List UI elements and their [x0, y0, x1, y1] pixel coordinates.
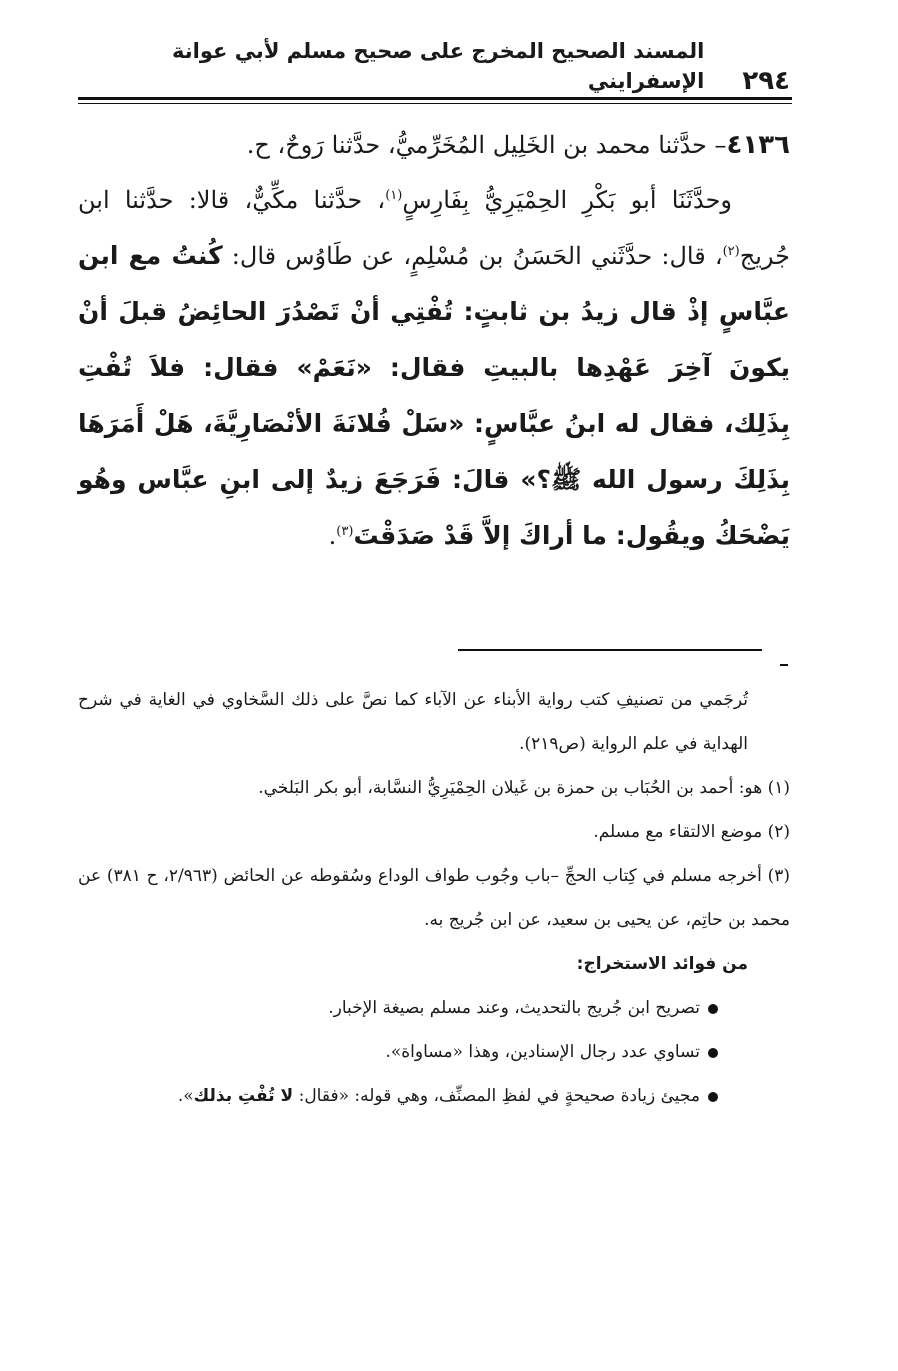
benefit-text-3-bold: لا تُفْتِ بذلك [193, 1086, 294, 1106]
hadith-paragraph-2 [78, 173, 790, 564]
benefit-item [78, 986, 790, 1030]
footnote-carryover-2: الغاية في شرح الهداية في علم الرواية (ص٢١٩). [78, 690, 748, 754]
footnote-3-line-1: (٣) أخرجه مسلم في كِتاب الحجِّ –باب وجُوب طواف الوداع وسُقوطه عن الحائض [223, 866, 791, 886]
benefit-item [78, 1074, 790, 1118]
footnote-dash [780, 664, 788, 666]
benefit-text-1: تصريح ابن جُريج بالتحديث، وعند مسلم بصيغة الإخبار. [328, 998, 700, 1018]
benefits-title: من فوائد الاستخراج: [576, 954, 748, 974]
isnad-line-2a: وحدَّثَنَا أبو بَكْرِ الحِمْيَرِيُّ بِفَارِسٍ [402, 186, 732, 214]
bullet-icon [708, 1048, 718, 1058]
hadith-text [78, 118, 790, 564]
footnote-ref-3[interactable]: (٣) [336, 524, 354, 539]
benefit-item [78, 1030, 790, 1074]
bullet-icon [708, 1004, 718, 1014]
footnote-ref-1[interactable]: (١) [385, 188, 403, 203]
footnote-carryover-1: تُرجَمي من تصنيفِ كتب رواية الأبناء عن الآباء كما نصَّ على ذلك السَّخاوي في [192, 690, 748, 710]
hadith-end: . [328, 522, 337, 550]
footnote-2: (٢) موضع الالتقاء مع مسلم. [593, 822, 790, 842]
benefit-text-3: مجيئ زيادة صحيحةٍ في لفظِ المصنِّف، وهي قوله: «فقال: [293, 1086, 700, 1106]
footnote-3 [78, 854, 790, 942]
header-rule [78, 97, 792, 100]
hadith-number: ٤١٣٦ [726, 130, 790, 160]
benefit-text-3-end: ». [177, 1086, 194, 1106]
benefit-text-2: تساوي عدد رجال الإسنادين، وهذا «مساواة». [385, 1042, 700, 1062]
footnote-separator [458, 649, 762, 651]
isnad-line-1: – حدَّثنا محمد بن الخَلِيل المُخَرِّميُّ، حدَّثنا رَوحٌ، ح. [246, 131, 727, 159]
footnote-ref-2[interactable]: (٢) [722, 244, 740, 259]
isnad-line-3a: ، قال: حدَّثَني الحَسَنُ بن مُسْلِمٍ، عن طَاوُس قال: [222, 242, 723, 270]
page-header [78, 39, 790, 96]
page-number: ٢٩٤ [742, 66, 790, 96]
hadith-paragraph [78, 118, 790, 173]
footnote-1: (١) هو: أحمد بن الحُبَاب بن حمزة بن غَيلان الحِمْيَرِيُّ النسَّابة، أبو بكر البَلخي. [258, 778, 790, 798]
bullet-icon [708, 1092, 718, 1102]
footnote-carryover [78, 678, 790, 766]
running-title: المسند الصحيح المخرج على صحيح مسلم لأبي عوانة الإسفرايني [172, 39, 705, 93]
footnotes [78, 678, 790, 1118]
header-rule-thin [78, 103, 792, 104]
isnad-line-2b: ، حدَّثنا مكِّيٌّ، قالا: حدَّثنا ابن جُريج [78, 186, 790, 270]
footnote-3-line-2: (٢/٩٦٣، ح ٣٨١) عن محمد بن حاتِم، عن يحيى بن سعيد، عن ابن جُريج به. [78, 866, 790, 930]
matn-text: كُنتُ مع ابن عبَّاسٍ إذْ قال زيدُ بن ثابتٍ: تُفْتِي أنْ تَصْدُرَ الحائِضُ قبلَ أنْ يكونَ آخِرَ عَهْدِها بالبيتِ فقال: «نَعَمْ» فقال: فلاَ تُفْتِ بِذَلِك، فقال له ابنُ عبَّاسٍ: «سَلْ فُلانَةَ الأنْصَارِيَّةَ، هَلْ أَمَرَهَا بِذَلِكَ رسول الله ﷺ؟» قالَ: فَرَجَعَ زيدٌ إلى ابنِ عبَّاس وهُو يَضْحَكُ ويقُول: ما أراكَ إلاَّ قَدْ صَدَقْتَ [78, 241, 790, 550]
